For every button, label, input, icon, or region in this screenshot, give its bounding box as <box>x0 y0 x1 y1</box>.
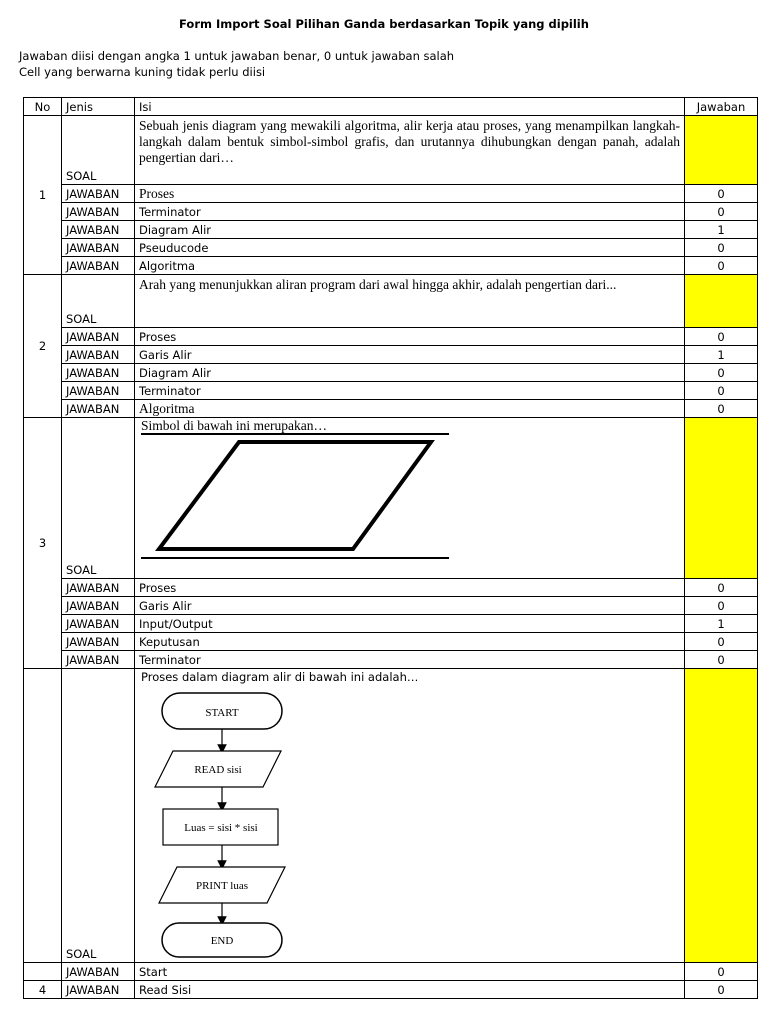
soal-label: SOAL <box>62 116 135 185</box>
question-cell[interactable] <box>135 669 685 963</box>
question-text: Proses dalam diagram alir di bawah ini adalah… <box>141 670 419 684</box>
answer-option-text[interactable]: Garis Alir <box>135 597 685 615</box>
soal-label: SOAL <box>62 275 135 328</box>
answer-option-text[interactable]: Proses <box>135 185 685 203</box>
answer-option-text[interactable]: Diagram Alir <box>135 364 685 382</box>
jawaban-label: JAWABAN <box>62 364 135 382</box>
table-row <box>24 579 758 597</box>
table-row <box>24 116 758 185</box>
table-header-row <box>24 98 758 116</box>
instruction-line-2: Cell yang berwarna kuning tidak perlu diisi <box>19 65 266 79</box>
jawaban-label: JAWABAN <box>62 981 135 999</box>
jawaban-label: JAWABAN <box>62 382 135 400</box>
instruction-line-1: Jawaban diisi dengan angka 1 untuk jawaban benar, 0 untuk jawaban salah <box>19 49 455 63</box>
question-text[interactable]: Arah yang menunjukkan aliran program dari awal hingga akhir, adalah pengertian dari... <box>135 275 685 328</box>
question-number: 1 <box>24 116 62 275</box>
table-row <box>24 981 758 999</box>
answer-option-text[interactable]: Proses <box>135 579 685 597</box>
answer-option-text[interactable]: Keputusan <box>135 633 685 651</box>
answer-value[interactable]: 0 <box>685 328 758 346</box>
jawaban-label: JAWABAN <box>62 328 135 346</box>
answer-cell-disabled <box>685 116 758 185</box>
answer-value[interactable]: 0 <box>685 981 758 999</box>
header-jawaban: Jawaban <box>685 98 758 116</box>
question-number-blank <box>24 669 62 963</box>
answer-value[interactable]: 0 <box>685 203 758 221</box>
table-row <box>24 257 758 275</box>
answer-cell-disabled <box>685 669 758 963</box>
question-text[interactable]: Sebuah jenis diagram yang mewakili algoritma, alir kerja atau proses, yang menampilkan langkah-langkah dalam bentuk simbol-simbol grafis, dan urutannya dihubungkan dengan panah, adalah pengertian dari… <box>135 116 685 185</box>
answer-option-text[interactable]: Algoritma <box>135 257 685 275</box>
answer-option-text[interactable]: Terminator <box>135 382 685 400</box>
answer-option-text[interactable]: Terminator <box>135 651 685 669</box>
table-row <box>24 651 758 669</box>
jawaban-label: JAWABAN <box>62 633 135 651</box>
question-number-blank <box>24 963 62 981</box>
question-table <box>23 97 758 999</box>
jawaban-label: JAWABAN <box>62 579 135 597</box>
flowchart-end-label: END <box>210 935 234 947</box>
page-title: Form Import Soal Pilihan Ganda berdasarkan Topik yang dipilih <box>179 17 589 31</box>
answer-value[interactable]: 0 <box>685 382 758 400</box>
table-row <box>24 633 758 651</box>
answer-cell-disabled <box>685 275 758 328</box>
table-row <box>24 382 758 400</box>
table-row <box>24 203 758 221</box>
jawaban-label: JAWABAN <box>62 963 135 981</box>
jawaban-label: JAWABAN <box>62 597 135 615</box>
jawaban-label: JAWABAN <box>62 651 135 669</box>
table-row <box>24 364 758 382</box>
answer-value[interactable]: 1 <box>685 615 758 633</box>
jawaban-label: JAWABAN <box>62 185 135 203</box>
answer-value[interactable]: 0 <box>685 963 758 981</box>
soal-label: SOAL <box>62 669 135 963</box>
answer-value[interactable]: 0 <box>685 364 758 382</box>
answer-option-text[interactable]: Terminator <box>135 203 685 221</box>
jawaban-label: JAWABAN <box>62 203 135 221</box>
table-row <box>24 328 758 346</box>
table-row <box>24 669 758 963</box>
answer-value[interactable]: 0 <box>685 651 758 669</box>
flowchart-read-label: READ sisi <box>194 764 242 776</box>
answer-value[interactable]: 0 <box>685 239 758 257</box>
question-cell[interactable] <box>135 418 685 579</box>
answer-option-text[interactable]: Input/Output <box>135 615 685 633</box>
parallelogram-icon <box>139 418 459 576</box>
answer-value[interactable]: 0 <box>685 257 758 275</box>
question-text: Simbol di bawah ini merupakan… <box>141 418 327 433</box>
flowchart-diagram <box>151 691 301 961</box>
question-number: 2 <box>24 275 62 418</box>
jawaban-label: JAWABAN <box>62 257 135 275</box>
answer-cell-disabled <box>685 418 758 579</box>
table-row <box>24 418 758 579</box>
jawaban-label: JAWABAN <box>62 615 135 633</box>
table-row <box>24 275 758 328</box>
answer-value[interactable]: 0 <box>685 185 758 203</box>
table-row <box>24 597 758 615</box>
answer-option-text[interactable]: Read Sisi <box>135 981 685 999</box>
answer-option-text[interactable]: Algoritma <box>135 400 685 418</box>
answer-option-text[interactable]: Garis Alir <box>135 346 685 364</box>
table-row <box>24 615 758 633</box>
flowchart-process-label: Luas = sisi * sisi <box>184 822 258 834</box>
header-jenis: Jenis <box>62 98 135 116</box>
table-row <box>24 346 758 364</box>
answer-value[interactable]: 0 <box>685 633 758 651</box>
table-row <box>24 400 758 418</box>
header-isi: Isi <box>135 98 685 116</box>
answer-option-text[interactable]: Pseuducode <box>135 239 685 257</box>
answer-value[interactable]: 0 <box>685 400 758 418</box>
answer-value[interactable]: 0 <box>685 597 758 615</box>
flowchart-print-label: PRINT luas <box>195 880 249 892</box>
answer-value[interactable]: 1 <box>685 221 758 239</box>
jawaban-label: JAWABAN <box>62 346 135 364</box>
answer-option-text[interactable]: Proses <box>135 328 685 346</box>
question-number: 3 <box>24 418 62 669</box>
table-row <box>24 185 758 203</box>
question-number: 4 <box>24 981 62 999</box>
answer-value[interactable]: 0 <box>685 579 758 597</box>
table-row <box>24 963 758 981</box>
jawaban-label: JAWABAN <box>62 400 135 418</box>
flowchart-start-label: START <box>205 707 239 719</box>
soal-label: SOAL <box>62 418 135 579</box>
table-row <box>24 221 758 239</box>
answer-option-text[interactable]: Diagram Alir <box>135 221 685 239</box>
jawaban-label: JAWABAN <box>62 221 135 239</box>
header-no: No <box>24 98 62 116</box>
table-row <box>24 239 758 257</box>
answer-option-text[interactable]: Start <box>135 963 685 981</box>
jawaban-label: JAWABAN <box>62 239 135 257</box>
answer-value[interactable]: 1 <box>685 346 758 364</box>
